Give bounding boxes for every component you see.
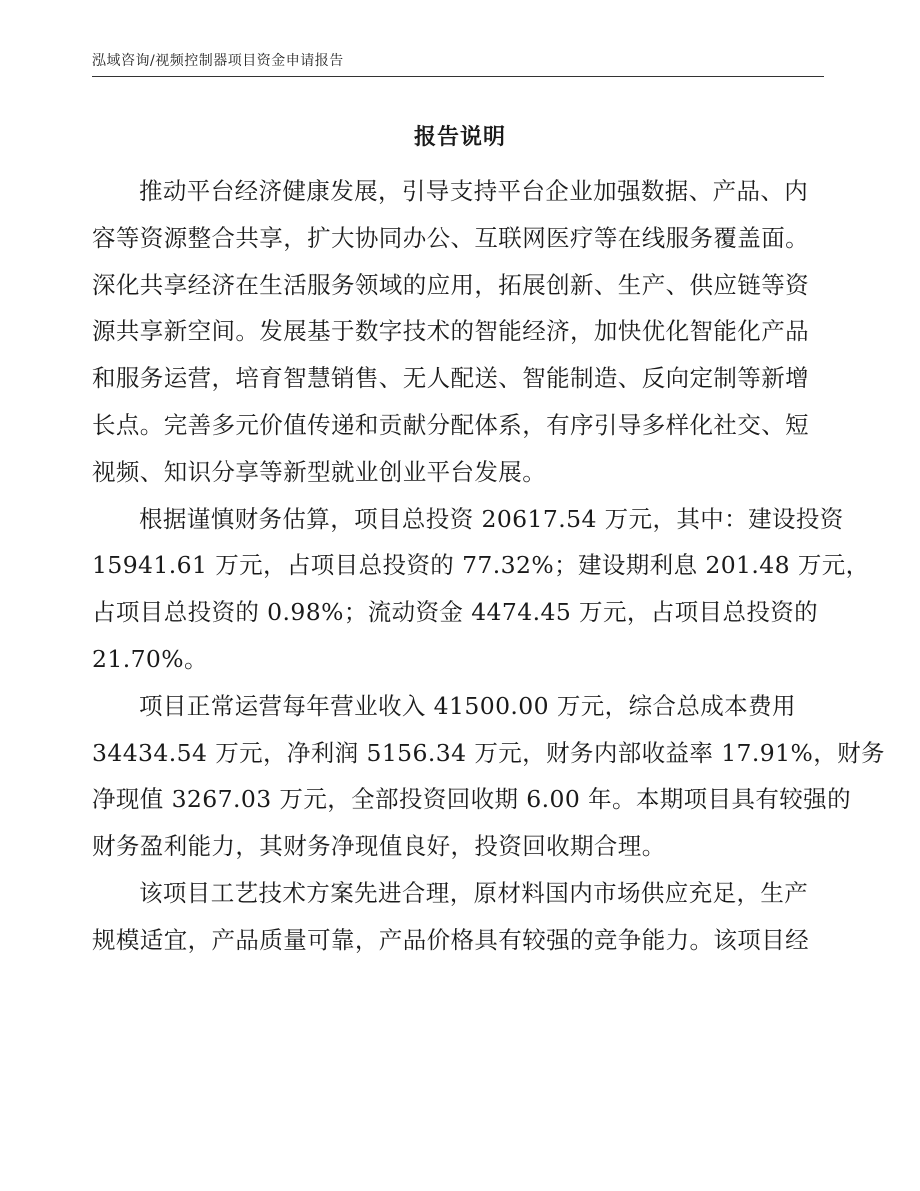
paragraph-line: 长点。完善多元价值传递和贡献分配体系，有序引导多样化社交、短 — [92, 410, 809, 439]
paragraph-line: 15941.61 万元，占项目总投资的 77.32%；建设期利息 201.48 万元， — [92, 551, 870, 580]
paragraph-line: 根据谨慎财务估算，项目总投资 20617.54 万元，其中：建设投资 — [139, 504, 844, 533]
paragraph-line: 推动平台经济健康发展，引导支持平台企业加强数据、产品、内 — [139, 177, 809, 205]
paragraph-investment-estimate — [92, 496, 870, 683]
running-header: 泓域咨询/视频控制器项目资金申请报告 — [92, 53, 344, 69]
header-divider — [92, 76, 824, 77]
paragraph-line: 净现值 3267.03 万元，全部投资回收期 6.00 年。本期项目具有较强的 — [92, 785, 851, 814]
paragraph-line: 源共享新空间。发展基于数字技术的智能经济，加快优化智能化产品 — [92, 317, 809, 346]
paragraph-line: 项目正常运营每年营业收入 41500.00 万元，综合总成本费用 — [139, 691, 796, 720]
paragraph-line: 财务盈利能力，其财务净现值良好，投资回收期合理。 — [92, 832, 666, 861]
paragraph-line: 深化共享经济在生活服务领域的应用，拓展创新、生产、供应链等资 — [92, 270, 809, 299]
paragraph-line: 34434.54 万元，净利润 5156.34 万元，财务内部收益率 17.91%，财务 — [92, 738, 885, 767]
paragraph-line: 规模适宜，产品质量可靠，产品价格具有较强的竞争能力。该项目经 — [92, 925, 809, 954]
paragraph-financial-returns — [92, 683, 885, 870]
document-body — [92, 168, 885, 964]
paragraph-line: 视频、知识分享等新型就业创业平台发展。 — [92, 457, 547, 486]
paragraph-line: 21.70%。 — [92, 644, 208, 673]
paragraph-technical-assessment — [92, 870, 827, 964]
paragraph-line: 该项目工艺技术方案先进合理，原材料国内市场供应充足，生产 — [139, 878, 809, 907]
paragraph-line: 和服务运营，培育智慧销售、无人配送、智能制造、反向定制等新增 — [92, 364, 809, 393]
paragraph-line: 容等资源整合共享，扩大协同办公、互联网医疗等在线服务覆盖面。 — [92, 223, 809, 252]
paragraph-line: 占项目总投资的 0.98%；流动资金 4474.45 万元，占项目总投资的 — [92, 598, 819, 627]
section-title: 报告说明 — [413, 124, 506, 150]
paragraph-platform-economy — [92, 168, 827, 496]
